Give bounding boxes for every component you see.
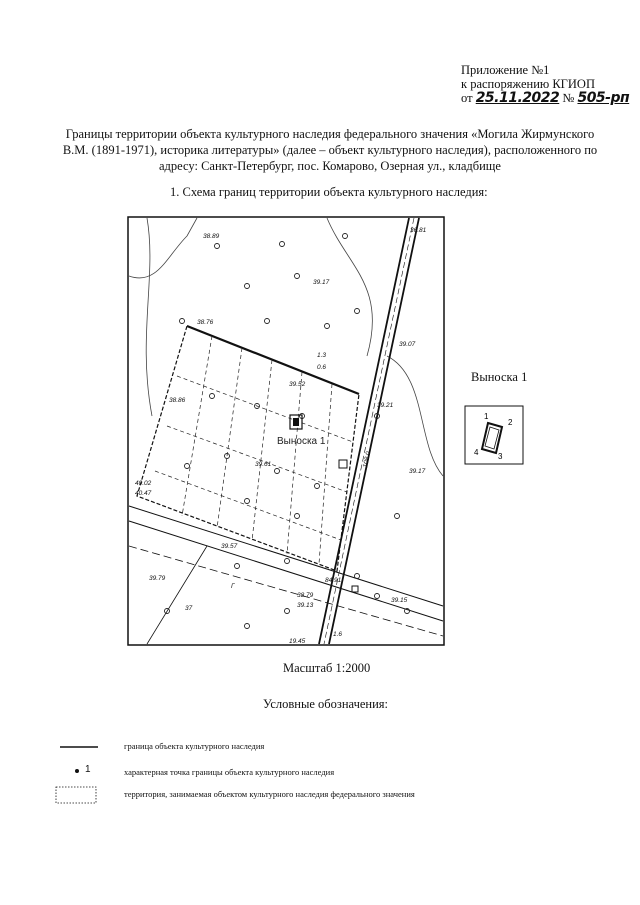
map-label-elevation: 40.02 (135, 480, 152, 487)
map-label-elevation: 39.57 (221, 543, 238, 550)
map-label-elevation: 39.21 (377, 402, 394, 409)
map-markers (165, 234, 410, 629)
map-frame (128, 217, 444, 645)
order-number: 505-рп (577, 90, 630, 106)
callout-reference-label: Выноска 1 (277, 436, 326, 447)
order-reference: к распоряжению КГИОП (461, 77, 595, 91)
number-prefix: № (562, 91, 575, 105)
map-label-elevation: 38.89 (203, 233, 220, 240)
callout-point-1: 1 (484, 412, 489, 421)
cemetery-north-edge (187, 326, 359, 394)
map-label-letter: Г (231, 583, 235, 590)
map-label-elevation: 40.47 (135, 490, 152, 497)
order-date-number (461, 91, 631, 105)
map-label-elevation: 39.17 (409, 468, 426, 475)
section-title: 1. Схема границ территории объекта культурного наследия: (170, 185, 488, 199)
legend-label: характерная точка границы объекта культурного наследия (124, 767, 335, 777)
document-title: Границы территории объекта культурного наследия федерального значения «Могила Жирмунского В.М. (1891-1971), историка литературы» (далее – объект культурного наследия), расположенного по адресу: Санкт-Петербург, пос. Комарово, Озерная ул., кладбище (62, 127, 598, 173)
callout-point-4: 4 (474, 448, 479, 457)
map-label-elevation: 38.86 (169, 397, 186, 404)
road-edge (329, 218, 419, 644)
document-header (461, 63, 631, 105)
order-date: 25.11.2022 (475, 90, 560, 106)
map-label-elevation: 36.81 (410, 227, 427, 234)
map-label-elevation: 39.15 (391, 597, 408, 604)
contour-line (327, 218, 372, 356)
appendix-number: Приложение №1 (461, 63, 550, 77)
callout-title: Выноска 1 (471, 370, 528, 384)
callout-point-2: 2 (508, 418, 513, 427)
map-label-elevation: 38.79 (297, 592, 314, 599)
small-structure (352, 586, 358, 592)
boundary-point-symbol (72, 765, 112, 777)
contour-line (146, 218, 152, 416)
map-scale: Масштаб 1:2000 (283, 661, 371, 675)
map-label-elevation: 39.79 (149, 575, 166, 582)
map-label-elevation: 19.45 (289, 638, 306, 645)
legend-item-area (0, 786, 640, 806)
date-prefix: от (461, 91, 473, 105)
callout-box (464, 405, 524, 465)
map-label-dimension: 1.3 (317, 352, 327, 359)
road-line (129, 521, 443, 621)
map-label-number: 37 (185, 605, 193, 612)
map-label-elevation: 84.91 (325, 577, 342, 584)
map-label-dimension: 0.6 (317, 364, 327, 371)
map-label-dimension: 1.6 (333, 631, 343, 638)
legend-item-point (0, 764, 640, 784)
legend-point-number: 1 (85, 764, 91, 775)
legend-title: Условные обозначения: (263, 697, 389, 711)
map-label-road-distance: 108.0 (362, 451, 373, 469)
contour-line (129, 218, 197, 278)
map-label-elevation: 38.76 (197, 319, 214, 326)
boundary-line-symbol (60, 742, 100, 752)
boundary-map (127, 216, 445, 646)
map-label-elevation: 39.13 (297, 602, 314, 609)
callout-point-3: 3 (498, 452, 503, 461)
map-label-elevation: 39.61 (255, 461, 272, 468)
road-line (147, 546, 207, 644)
contour-line (387, 356, 443, 476)
map-label-elevation: 39.07 (399, 341, 416, 348)
legend-label: граница объекта культурного наследия (124, 741, 265, 751)
territory-area-symbol (55, 786, 97, 804)
legend-item-boundary (0, 740, 640, 760)
small-structure (339, 460, 347, 468)
legend-label: территория, занимаемая объектом культурного наследия федерального значения (124, 789, 415, 799)
map-label-elevation: 39.17 (313, 279, 330, 286)
map-label-elevation: 39.52 (289, 381, 306, 388)
heritage-object-marker (293, 418, 299, 426)
